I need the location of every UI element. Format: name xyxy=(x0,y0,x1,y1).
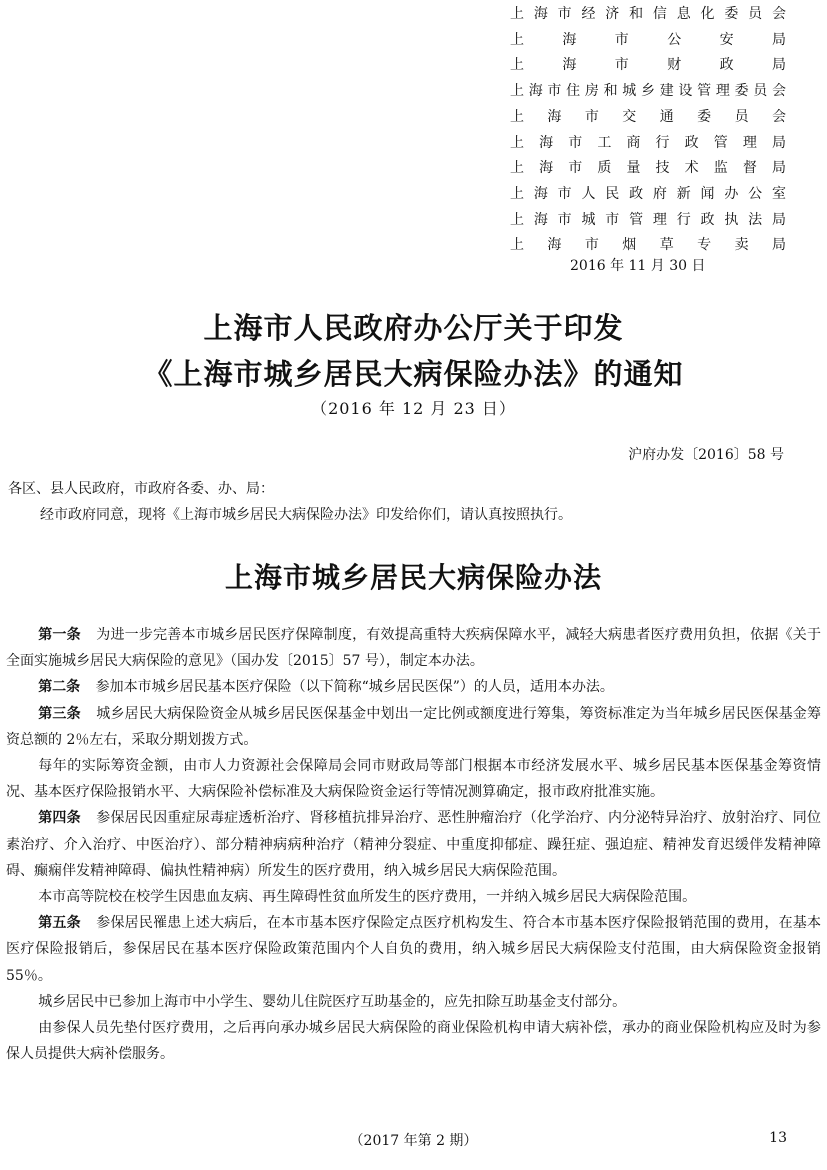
notice-title-line1: 上海市人民政府办公厅关于印发 xyxy=(203,311,624,345)
footer-issue: （2017 年第 2 期） xyxy=(349,1133,478,1149)
law-body xyxy=(6,622,821,1067)
article-text: 每年的实际筹资金额，由市人力资源社会保障局会同市财政局等部门根据本市经济发展水平、城乡居民基本医保基金筹资情况、基本医疗保险报销水平、大病保险补偿标准及大病保险资金运行等情况测算确定，报市政府批准实施。 xyxy=(6,758,821,801)
law-paragraph xyxy=(6,674,821,700)
page-number: 13 xyxy=(769,1130,787,1146)
article-heading: 第三条 xyxy=(38,705,81,722)
issuer-line: 上海市人民政府新闻办公室 xyxy=(510,185,786,202)
law-paragraph xyxy=(6,910,821,989)
law-paragraph xyxy=(6,884,821,910)
article-text: 由参保人员先垫付医疗费用，之后再向承办城乡居民大病保险的商业保险机构申请大病补偿，承办的商业保险机构应及时为参保人员提供大病补偿服务。 xyxy=(6,1020,821,1063)
salutation: 各区、县人民政府，市政府各委、办、局： xyxy=(8,481,274,497)
document-number: 沪府办发〔2016〕58 号 xyxy=(628,447,784,463)
law-paragraph xyxy=(6,701,821,753)
law-paragraph xyxy=(6,805,821,884)
article-text: 参保居民因重症尿毒症透析治疗、肾移植抗排异治疗、恶性肿瘤治疗（化学治疗、内分泌特异治疗、放射治疗、同位素治疗、介入治疗、中医治疗）、部分精神病病种治疗（精神分裂症、中重度抑郁症、躁狂症、强迫症、精神发育迟缓伴发精神障碍、癫痫伴发精神障碍、偏执性精神病）所发生的医疗费用，纳入城乡居民大病保险范围。 xyxy=(6,810,822,879)
article-heading: 第二条 xyxy=(38,679,81,696)
article-heading: 第五条 xyxy=(38,915,81,932)
article-text: 本市高等院校在校学生因患血友病、再生障碍性贫血所发生的医疗费用，一并纳入城乡居民大病保险范围。 xyxy=(38,889,697,906)
law-paragraph xyxy=(6,753,821,805)
article-text: 城乡居民大病保险资金从城乡居民医保基金中划出一定比例或额度进行筹集，筹资标准定为当年城乡居民医保基金筹资总额的 2％左右，采取分期划拨方式。 xyxy=(6,705,822,748)
issuer-line: 上海市工商行政管理局 xyxy=(510,134,786,151)
issuer-line: 上海市经济和信息化委员会 xyxy=(510,6,786,22)
issue-date: 2016 年 11 月 30 日 xyxy=(570,258,706,274)
article-heading: 第四条 xyxy=(38,810,81,827)
article-text: 参加本市城乡居民基本医疗保险（以下简称“城乡居民医保”）的人员，适用本办法。 xyxy=(95,679,614,696)
issuer-line: 上海市交通委员会 xyxy=(510,108,786,125)
issuer-line: 上海市公安局 xyxy=(510,31,786,48)
article-text: 为进一步完善本市城乡居民医疗保障制度，有效提高重特大疾病保障水平，减轻大病患者医疗费用负担，依据《关于全面实施城乡居民大病保险的意见》（国办发〔2015〕57 号），制定本办法。 xyxy=(6,627,822,670)
issuer-line: 上海市烟草专卖局 xyxy=(510,237,786,254)
article-text: 城乡居民中已参加上海市中小学生、婴幼儿住院医疗互助基金的，应先扣除互助基金支付部分。 xyxy=(38,993,627,1010)
law-paragraph xyxy=(6,622,821,674)
law-paragraph xyxy=(6,989,821,1015)
notice-intro: 经市政府同意，现将《上海市城乡居民大病保险办法》印发给你们，请认真按照执行。 xyxy=(40,507,572,523)
law-title: 上海市城乡居民大病保险办法 xyxy=(224,561,602,594)
article-heading: 第一条 xyxy=(38,627,81,643)
issuing-agencies xyxy=(510,2,786,259)
notice-title-line2: 《上海市城乡居民大病保险办法》的通知 xyxy=(143,357,684,391)
issuer-line: 上海市住房和城乡建设管理委员会 xyxy=(510,83,786,100)
issuer-line: 上海市城市管理行政执法局 xyxy=(510,211,786,228)
notice-date: （2016 年 12 月 23 日） xyxy=(311,399,516,418)
article-text: 参保居民罹患上述大病后，在本市基本医疗保险定点医疗机构发生、符合本市基本医疗保险报销范围的费用，在基本医疗保险报销后，参保居民在基本医疗保险政策范围内个人自负的费用，纳入城乡居民大病保险支付范围，由大病保险资金报销 55％。 xyxy=(6,915,822,984)
issuer-line: 上海市质量技术监督局 xyxy=(510,160,786,177)
law-paragraph xyxy=(6,1015,821,1067)
issuer-line: 上海市财政局 xyxy=(510,57,786,74)
